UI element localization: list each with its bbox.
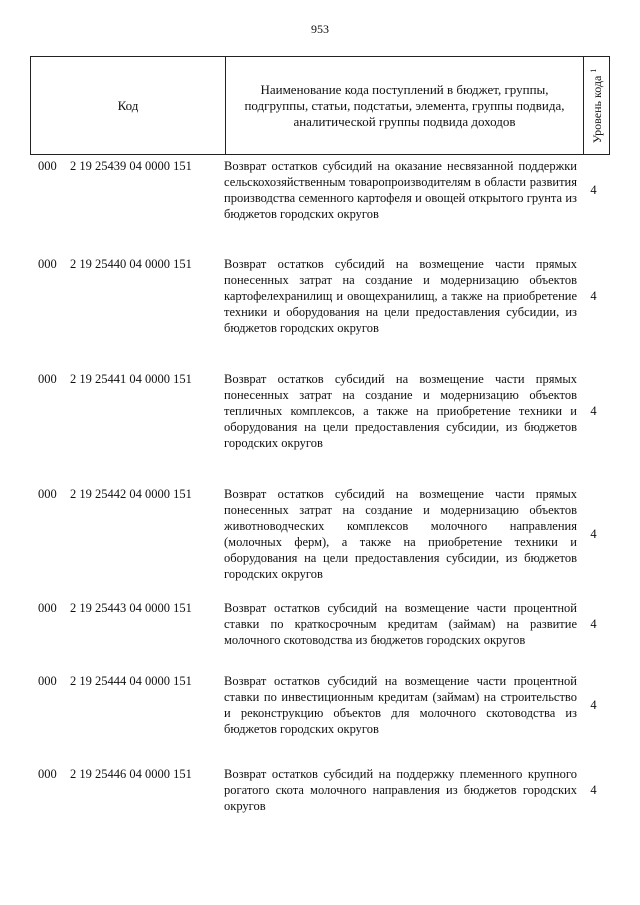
page-number: 953 bbox=[311, 22, 329, 36]
table-row bbox=[30, 600, 610, 648]
row-admin-code: 000 bbox=[38, 159, 57, 173]
row-admin-code: 000 bbox=[38, 257, 57, 271]
row-code: 2 19 25440 04 0000 151 bbox=[70, 257, 192, 271]
row-admin-code: 000 bbox=[38, 487, 57, 501]
row-level: 4 bbox=[590, 182, 597, 197]
header-level-footnote: 1 bbox=[588, 68, 598, 73]
table-row bbox=[30, 158, 610, 222]
row-admin-code: 000 bbox=[38, 674, 57, 688]
header-code: Код bbox=[31, 57, 226, 154]
table-header bbox=[30, 56, 610, 155]
row-code: 2 19 25443 04 0000 151 bbox=[70, 601, 192, 615]
row-code: 2 19 25444 04 0000 151 bbox=[70, 674, 192, 688]
header-name: Наименование кода поступлений в бюджет, группы, подгруппы, статьи, подстатьи, элемента, группы подвида, аналитической группы подвида доходов bbox=[226, 57, 584, 154]
row-name: Возврат остатков субсидий на оказание несвязанной поддержки сельскохозяйственным товаропроизводителям в области развития производства семенного картофеля и овощей открытого грунта из бюджетов городских округов bbox=[224, 159, 577, 221]
table-row bbox=[30, 256, 610, 336]
budget-codes-table bbox=[30, 56, 610, 813]
row-level: 4 bbox=[590, 782, 597, 797]
row-level: 4 bbox=[590, 697, 597, 712]
table-row bbox=[30, 766, 610, 814]
row-admin-code: 000 bbox=[38, 372, 57, 386]
table-row bbox=[30, 486, 610, 582]
row-level: 4 bbox=[590, 616, 597, 631]
table-row bbox=[30, 371, 610, 451]
row-name: Возврат остатков субсидий на возмещение части процентной ставки по инвестиционным кредитам (займам) на строительство и реконструкцию объектов для молочного скотоводства из бюджетов городских округов bbox=[224, 674, 577, 736]
row-code: 2 19 25441 04 0000 151 bbox=[70, 372, 192, 386]
row-code: 2 19 25439 04 0000 151 bbox=[70, 159, 192, 173]
row-name: Возврат остатков субсидий на возмещение части прямых понесенных затрат на создание и модернизацию объектов тепличных комплексов, а также на приобретение техники и оборудования на цели предоставления субсидии, из бюджетов городских округов bbox=[224, 372, 577, 450]
row-level: 4 bbox=[590, 288, 597, 303]
row-code: 2 19 25442 04 0000 151 bbox=[70, 487, 192, 501]
row-admin-code: 000 bbox=[38, 767, 57, 781]
header-level-label bbox=[589, 68, 605, 143]
header-level-text: Уровень кода bbox=[589, 75, 604, 143]
table-row bbox=[30, 673, 610, 737]
row-name: Возврат остатков субсидий на возмещение части процентной ставки по краткосрочным кредитам (займам) на развитие молочного скотоводства из бюджетов городских округов bbox=[224, 601, 577, 647]
row-name: Возврат остатков субсидий на возмещение части прямых понесенных затрат на создание и модернизацию объектов животноводческих комплексов молочного направления (молочных ферм), а также на приобретение техники и оборудования на цели предоставления субсидии, из бюджетов городских округов bbox=[224, 487, 577, 581]
row-level: 4 bbox=[590, 403, 597, 418]
header-level bbox=[584, 57, 609, 154]
row-code: 2 19 25446 04 0000 151 bbox=[70, 767, 192, 781]
row-name: Возврат остатков субсидий на поддержку племенного крупного рогатого скота молочного направления из бюджетов городских округов bbox=[224, 767, 577, 813]
row-admin-code: 000 bbox=[38, 601, 57, 615]
row-name: Возврат остатков субсидий на возмещение части прямых понесенных затрат на создание и модернизацию объектов картофелехранилищ и овощехранилищ, а также на приобретение техники и оборудования на цели предоставления субсидии, из бюджетов городских округов bbox=[224, 257, 577, 335]
row-level: 4 bbox=[590, 526, 597, 541]
